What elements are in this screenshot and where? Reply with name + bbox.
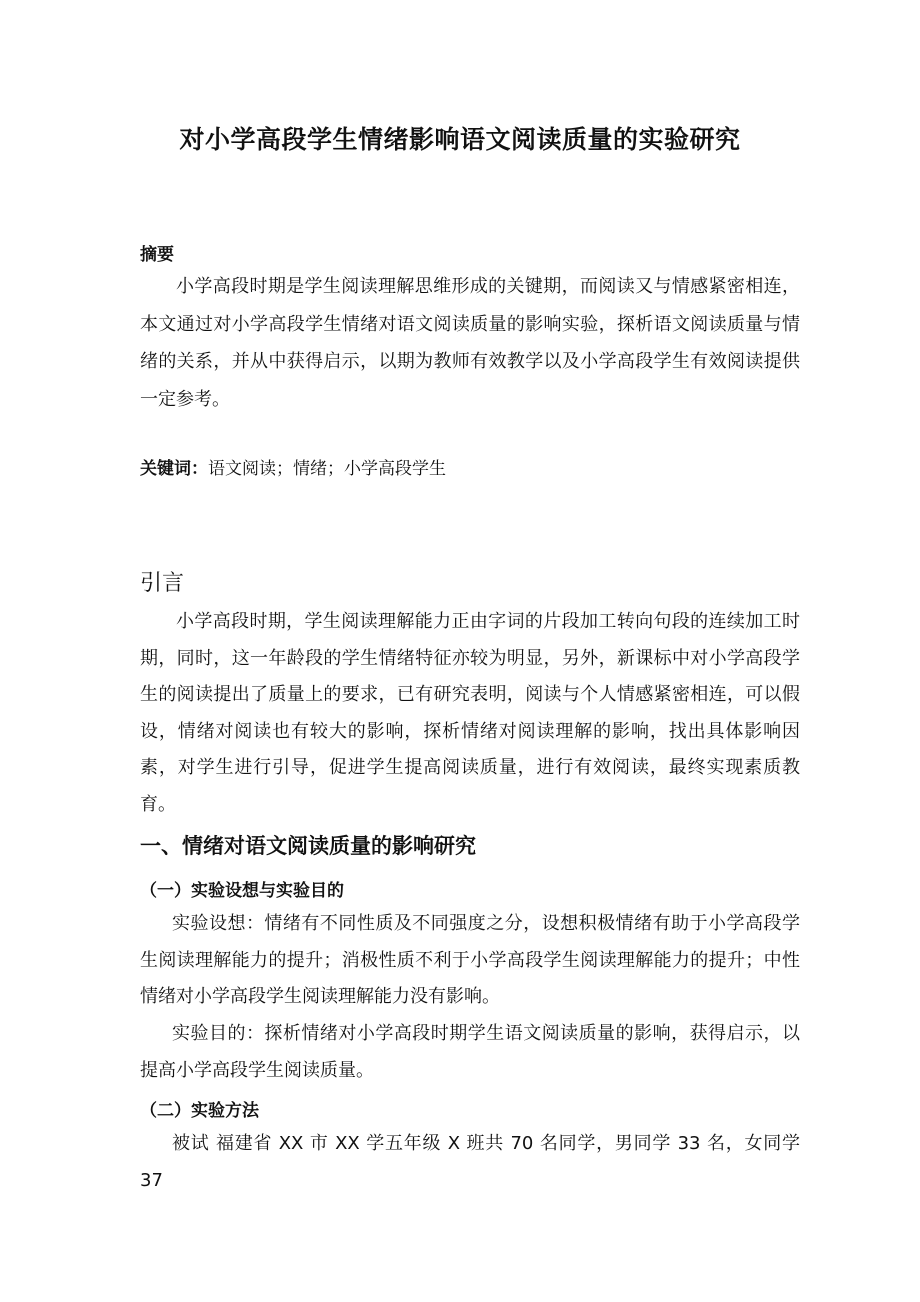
keywords-label: 关键词： — [140, 459, 208, 479]
subsection-heading-1: （一）实验设想与实验目的 — [140, 881, 344, 901]
introduction-heading: 引言 — [140, 571, 185, 596]
subsection-heading-2: （二）实验方法 — [140, 1101, 259, 1121]
paper-title: 对小学高段学生情绪影响语文阅读质量的实验研究 — [179, 125, 741, 154]
keywords-line — [140, 454, 446, 479]
hypothesis-text: 实验设想：情绪有不同性质及不同强度之分，设想积极情绪有助于小学高段学生阅读理解能力的提升；消极性质不利于小学高段学生阅读理解能力的提升；中性情绪对小学高段学生阅读理解能力没有影响。 — [140, 913, 800, 1007]
introduction-text: 小学高段时期，学生阅读理解能力正由字词的片段加工转向句段的连续加工时期，同时，这一年龄段的学生情绪特征亦较为明显，另外，新课标中对小学高段学生的阅读提出了质量上的要求，已有研究表明，阅读与个人情感紧密相连，可以假设，情绪对阅读也有较大的影响，探析情绪对阅读理解的影响，找出具体影响因素，对学生进行引导，促进学生提高阅读质量，进行有效阅读，最终实现素质教育。 — [140, 611, 800, 815]
abstract-heading: 摘要 — [140, 245, 174, 265]
section-heading: 一、情绪对语文阅读质量的影响研究 — [140, 834, 476, 858]
purpose-text: 实验目的：探析情绪对小学高段时期学生语文阅读质量的影响，获得启示，以提高小学高段学生阅读质量。 — [140, 1023, 800, 1081]
subjects-text: 被试 福建省 XX 市 XX 学五年级 X 班共 70 名同学，男同学 33 名，女同学 37 — [140, 1133, 800, 1191]
abstract-text: 小学高段时期是学生阅读理解思维形成的关键期，而阅读又与情感紧密相连，本文通过对小学高段学生情绪对语文阅读质量的影响实验，探析语文阅读质量与情绪的关系，并从中获得启示，以期为教师有效教学以及小学高段学生有效阅读提供一定参考。 — [140, 276, 800, 410]
keywords-value: 语文阅读；情绪；小学高段学生 — [208, 459, 446, 479]
